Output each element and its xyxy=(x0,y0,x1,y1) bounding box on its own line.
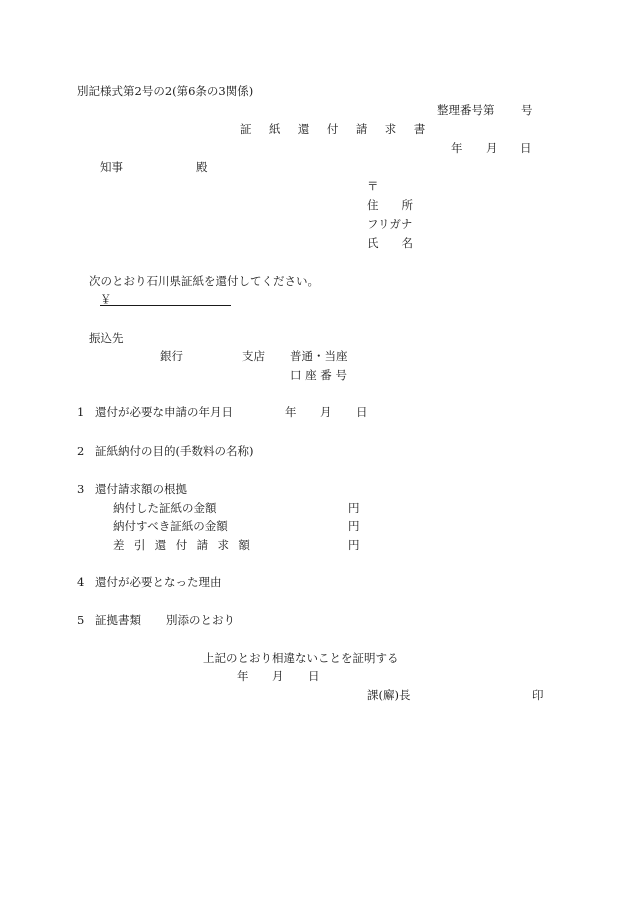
yen-mark: ￥ xyxy=(100,292,112,306)
form-reference: 別記様式第2号の2(第6条の3関係) xyxy=(77,84,254,98)
item3-number: 3 xyxy=(77,482,85,496)
item4-number: 4 xyxy=(77,575,85,589)
request-sentence: 次のとおり石川県証紙を還付してください。 xyxy=(89,274,319,288)
certification-month: 月 xyxy=(272,669,284,683)
certification-statement: 上記のとおり相違ないことを証明する xyxy=(203,651,399,665)
item5-number: 5 xyxy=(77,613,85,627)
yen-unit-3: 円 xyxy=(348,538,360,552)
furigana-label: フリガナ xyxy=(367,217,413,231)
item1-text: 還付が必要な申請の年月日 xyxy=(95,405,233,419)
item3-text: 還付請求額の根拠 xyxy=(95,482,187,496)
yen-unit-2: 円 xyxy=(348,519,360,533)
name-label: 氏 名 xyxy=(367,236,413,250)
bank-label: 銀行 xyxy=(160,349,183,363)
item3-paid-amount: 納付した証紙の金額 xyxy=(113,501,217,515)
item1-year: 年 xyxy=(285,405,297,419)
addressee-governor: 知事 xyxy=(100,160,123,174)
date-year: 年 xyxy=(451,141,463,155)
branch-label: 支店 xyxy=(242,349,265,363)
item1-day: 日 xyxy=(356,405,368,419)
item1-month: 月 xyxy=(320,405,332,419)
address-label: 住 所 xyxy=(367,198,413,212)
item4-text: 還付が必要となった理由 xyxy=(95,575,222,589)
date-day: 日 xyxy=(520,141,532,155)
item3-required-amount: 納付すべき証紙の金額 xyxy=(113,519,228,533)
item2-number: 2 xyxy=(77,444,85,458)
postal-mark: 〒 xyxy=(367,179,379,193)
official-title: 課(廨)長 xyxy=(367,688,411,702)
item5-text: 証拠書類 xyxy=(95,613,141,627)
amount-underline xyxy=(100,305,231,306)
item5-value: 別添のとおり xyxy=(166,613,235,627)
certification-day: 日 xyxy=(308,669,320,683)
item3-refund-amount: 差 引 還 付 請 求 額 xyxy=(113,538,253,552)
account-type: 普通・当座 xyxy=(290,349,348,363)
certification-year: 年 xyxy=(237,669,249,683)
yen-unit-1: 円 xyxy=(348,501,360,515)
seiri-number-unit: 号 xyxy=(521,103,533,117)
addressee-honorific: 殿 xyxy=(196,160,208,174)
seiri-number-label: 整理番号第 xyxy=(437,103,495,117)
document-title: 証 紙 還 付 請 求 書 xyxy=(240,122,433,136)
transfer-heading: 振込先 xyxy=(89,331,124,345)
seal-mark: 印 xyxy=(532,688,544,702)
item1-number: 1 xyxy=(77,405,85,419)
account-number-label: 口 座 番 号 xyxy=(290,368,347,382)
date-month: 月 xyxy=(486,141,498,155)
item2-text: 証紙納付の目的(手数料の名称) xyxy=(95,444,254,458)
